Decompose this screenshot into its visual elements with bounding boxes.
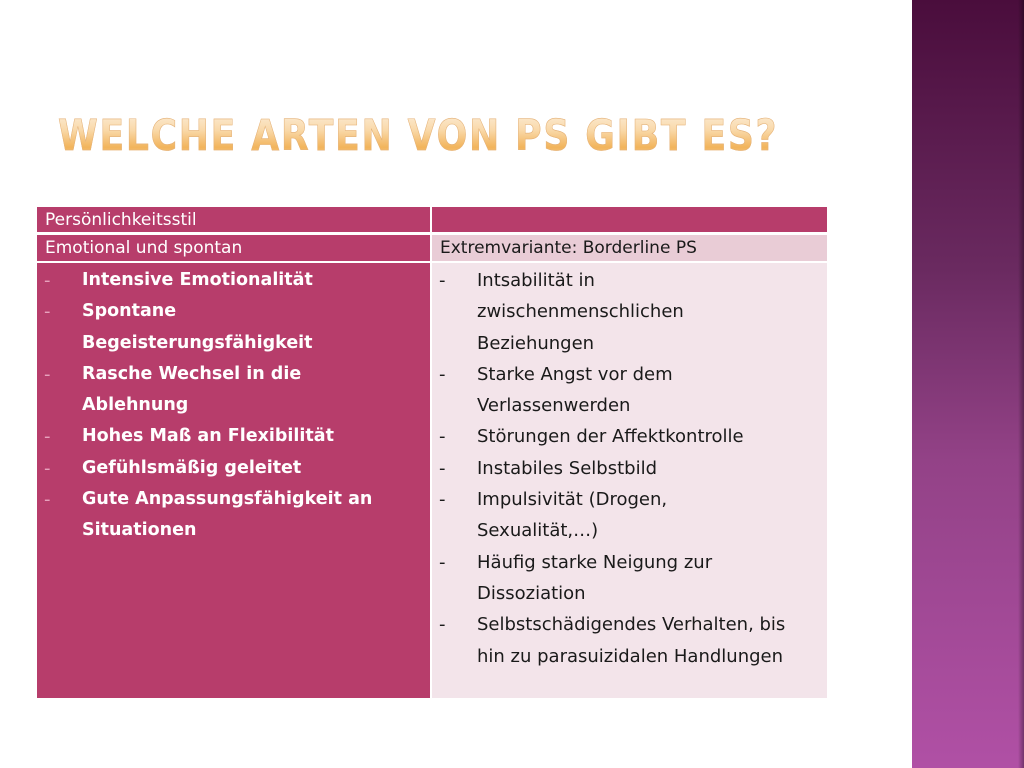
dash-bullet: - [439, 489, 446, 511]
dash-bullet: - [44, 457, 51, 479]
list-item [432, 421, 827, 452]
list-item [432, 547, 827, 610]
table-subheader-row [37, 235, 827, 261]
subheader-cell-extreme-variant: Extremvariante: Borderline PS [432, 235, 827, 261]
list-item [432, 453, 827, 484]
trait-list-cell [37, 263, 430, 698]
list-item-text: Selbstschädigendes Verhalten, bis hin zu parasuizidalen Handlungen [477, 614, 786, 667]
dash-bullet: - [44, 363, 51, 385]
slide-title: WELCHE ARTEN VON PS GIBT ES? [58, 108, 778, 164]
list-item-text: Instabiles Selbstbild [477, 457, 657, 479]
list-item-text: Intsabilität in zwischenmenschlichen Beziehungen [477, 270, 684, 354]
list-item-text: Intensive Emotionalität [82, 270, 313, 290]
list-item [37, 359, 430, 422]
list-item [37, 421, 430, 452]
decorative-side-panel [912, 0, 1024, 768]
header-cell-style: Persönlichkeitsstil [37, 207, 430, 232]
list-item-text: Häufig starke Neigung zur Dissoziation [477, 551, 713, 604]
table-body-row [37, 263, 827, 698]
dash-bullet: - [439, 551, 446, 573]
list-item-text: Spontane Begeisterungsfähigkeit [82, 301, 313, 353]
header-cell-empty [432, 207, 827, 232]
list-item [432, 609, 827, 672]
dash-bullet: - [439, 270, 446, 291]
dash-bullet: - [44, 426, 51, 448]
list-item [432, 359, 827, 422]
dash-bullet: - [439, 426, 446, 448]
list-item [37, 484, 430, 547]
list-item [37, 296, 430, 359]
list-item-text: Gute Anpassungsfähigkeit an Situationen [82, 489, 373, 541]
dash-bullet: - [44, 489, 51, 511]
list-item-text: Störungen der Affektkontrolle [477, 426, 744, 448]
list-item [432, 265, 827, 359]
dash-bullet: - [44, 301, 51, 323]
list-item-text: Rasche Wechsel in die Ablehnung [82, 363, 302, 416]
dash-bullet: - [44, 270, 51, 291]
subheader-cell-style-name: Emotional und spontan [37, 235, 430, 261]
dash-bullet: - [439, 614, 446, 636]
symptom-list-cell [432, 263, 827, 698]
list-item-text: Gefühlsmäßig geleitet [82, 457, 302, 478]
list-item-text: Starke Angst vor dem Verlassenwerden [477, 363, 673, 417]
table-header-row [37, 207, 827, 232]
list-item-text: Impulsivität (Drogen, Sexualität,…) [477, 489, 668, 542]
personality-style-table [37, 207, 827, 698]
list-item [37, 265, 430, 296]
list-item-text: Hohes Maß an Flexibilität [82, 426, 334, 447]
list-item [37, 453, 430, 484]
dash-bullet: - [439, 363, 446, 385]
list-item [432, 484, 827, 547]
dash-bullet: - [439, 457, 446, 479]
